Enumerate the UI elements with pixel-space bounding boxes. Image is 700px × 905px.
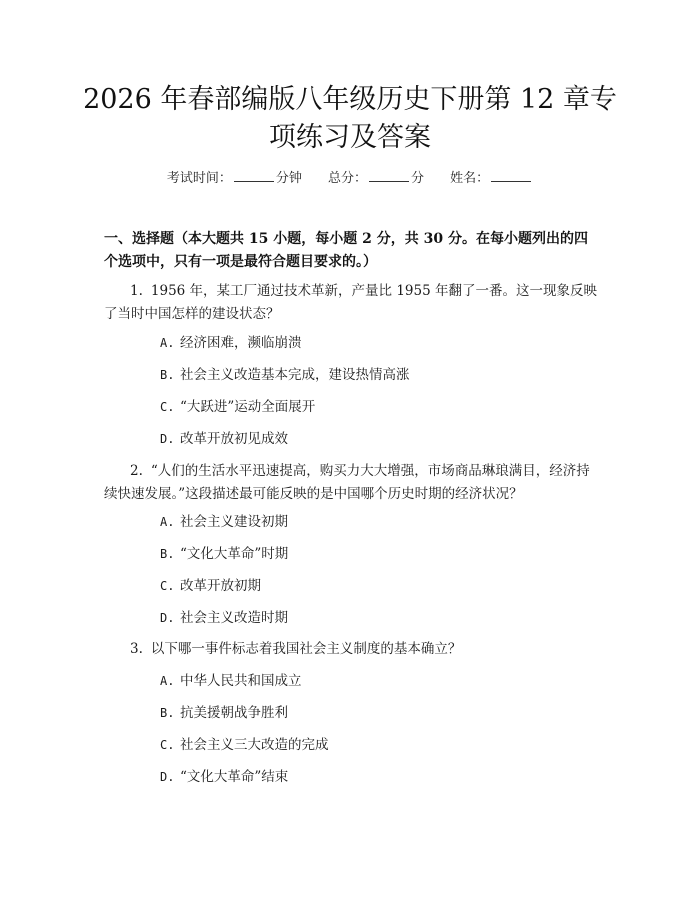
option-2c <box>160 576 261 596</box>
option-text: “文化大革命”结束 <box>180 769 289 785</box>
student-name-label: 姓名： <box>450 171 490 186</box>
exam-time-field <box>167 168 302 189</box>
option-2a <box>160 512 288 532</box>
option-letter: A. <box>160 515 175 529</box>
option-1c <box>160 397 315 417</box>
option-letter: C. <box>160 738 175 752</box>
option-3b <box>160 703 288 723</box>
option-text: 中华人民共和国成立 <box>180 673 302 689</box>
question-3 <box>104 638 600 661</box>
option-text: 社会主义改造时期 <box>180 610 288 626</box>
question-stem: “人们的生活水平迅速提高，购买力大大增强，市场商品琳琅满目，经济持续快速发展。”这段描述最可能反映的是中国哪个历史时期的经济状况？ <box>104 463 590 502</box>
option-text: 抗美援朝战争胜利 <box>180 705 288 721</box>
option-1d <box>160 429 288 449</box>
option-text: 社会主义三大改造的完成 <box>180 737 329 753</box>
option-3c <box>160 735 329 755</box>
section-heading: 一、选择题（本大题共 15 小题，每小题 2 分，共 30 分。在每小题列出的四个选项中，只有一项是最符合题目要求的。） <box>104 231 588 270</box>
option-2d <box>160 608 288 628</box>
exam-time-unit: 分钟 <box>275 171 302 186</box>
option-letter: C. <box>160 579 175 593</box>
exam-time-blank <box>234 168 274 182</box>
option-letter: B. <box>160 368 175 382</box>
question-stem: 1956 年，某工厂通过技术革新，产量比 1955 年翻了一番。这一现象反映了当时中国怎样的建设状态？ <box>104 283 597 322</box>
total-score-blank <box>369 168 409 182</box>
option-letter: D. <box>160 770 175 784</box>
page-title-line-2: 项练习及答案 <box>269 122 431 153</box>
option-letter: B. <box>160 547 175 561</box>
student-name-blank <box>491 168 531 182</box>
option-letter: D. <box>160 611 175 625</box>
option-letter: C. <box>160 400 175 414</box>
question-number: 3. <box>130 641 143 657</box>
option-1b <box>160 365 410 385</box>
option-text: “大跃进”运动全面展开 <box>180 399 316 415</box>
question-1 <box>104 280 600 326</box>
option-text: 经济困难，濒临崩溃 <box>180 335 302 351</box>
option-letter: A. <box>160 674 175 688</box>
option-letter: B. <box>160 706 175 720</box>
total-score-unit: 分 <box>411 171 425 186</box>
question-number: 2. <box>130 463 143 479</box>
option-text: 社会主义改造基本完成，建设热情高涨 <box>180 367 410 383</box>
option-3a <box>160 671 302 691</box>
option-letter: D. <box>160 432 175 446</box>
exam-info-row <box>0 168 700 189</box>
option-text: 改革开放初期 <box>180 578 261 594</box>
page-title-line-1: 2026 年春部编版八年级历史下册第 12 章专 <box>83 84 617 115</box>
total-score-label: 总分： <box>327 171 367 186</box>
option-text: 社会主义建设初期 <box>180 514 288 530</box>
student-name-field <box>450 168 533 189</box>
exam-time-label: 考试时间： <box>166 171 232 186</box>
option-letter: A. <box>160 336 175 350</box>
option-1a <box>160 333 302 353</box>
question-number: 1. <box>130 283 143 299</box>
option-text: 改革开放初见成效 <box>180 431 288 447</box>
option-text: “文化大革命”时期 <box>180 546 289 562</box>
option-2b <box>160 544 288 564</box>
option-3d <box>160 767 288 787</box>
question-stem: 以下哪一事件标志着我国社会主义制度的基本确立？ <box>150 641 462 657</box>
total-score-field <box>328 168 424 189</box>
question-2 <box>104 460 600 506</box>
